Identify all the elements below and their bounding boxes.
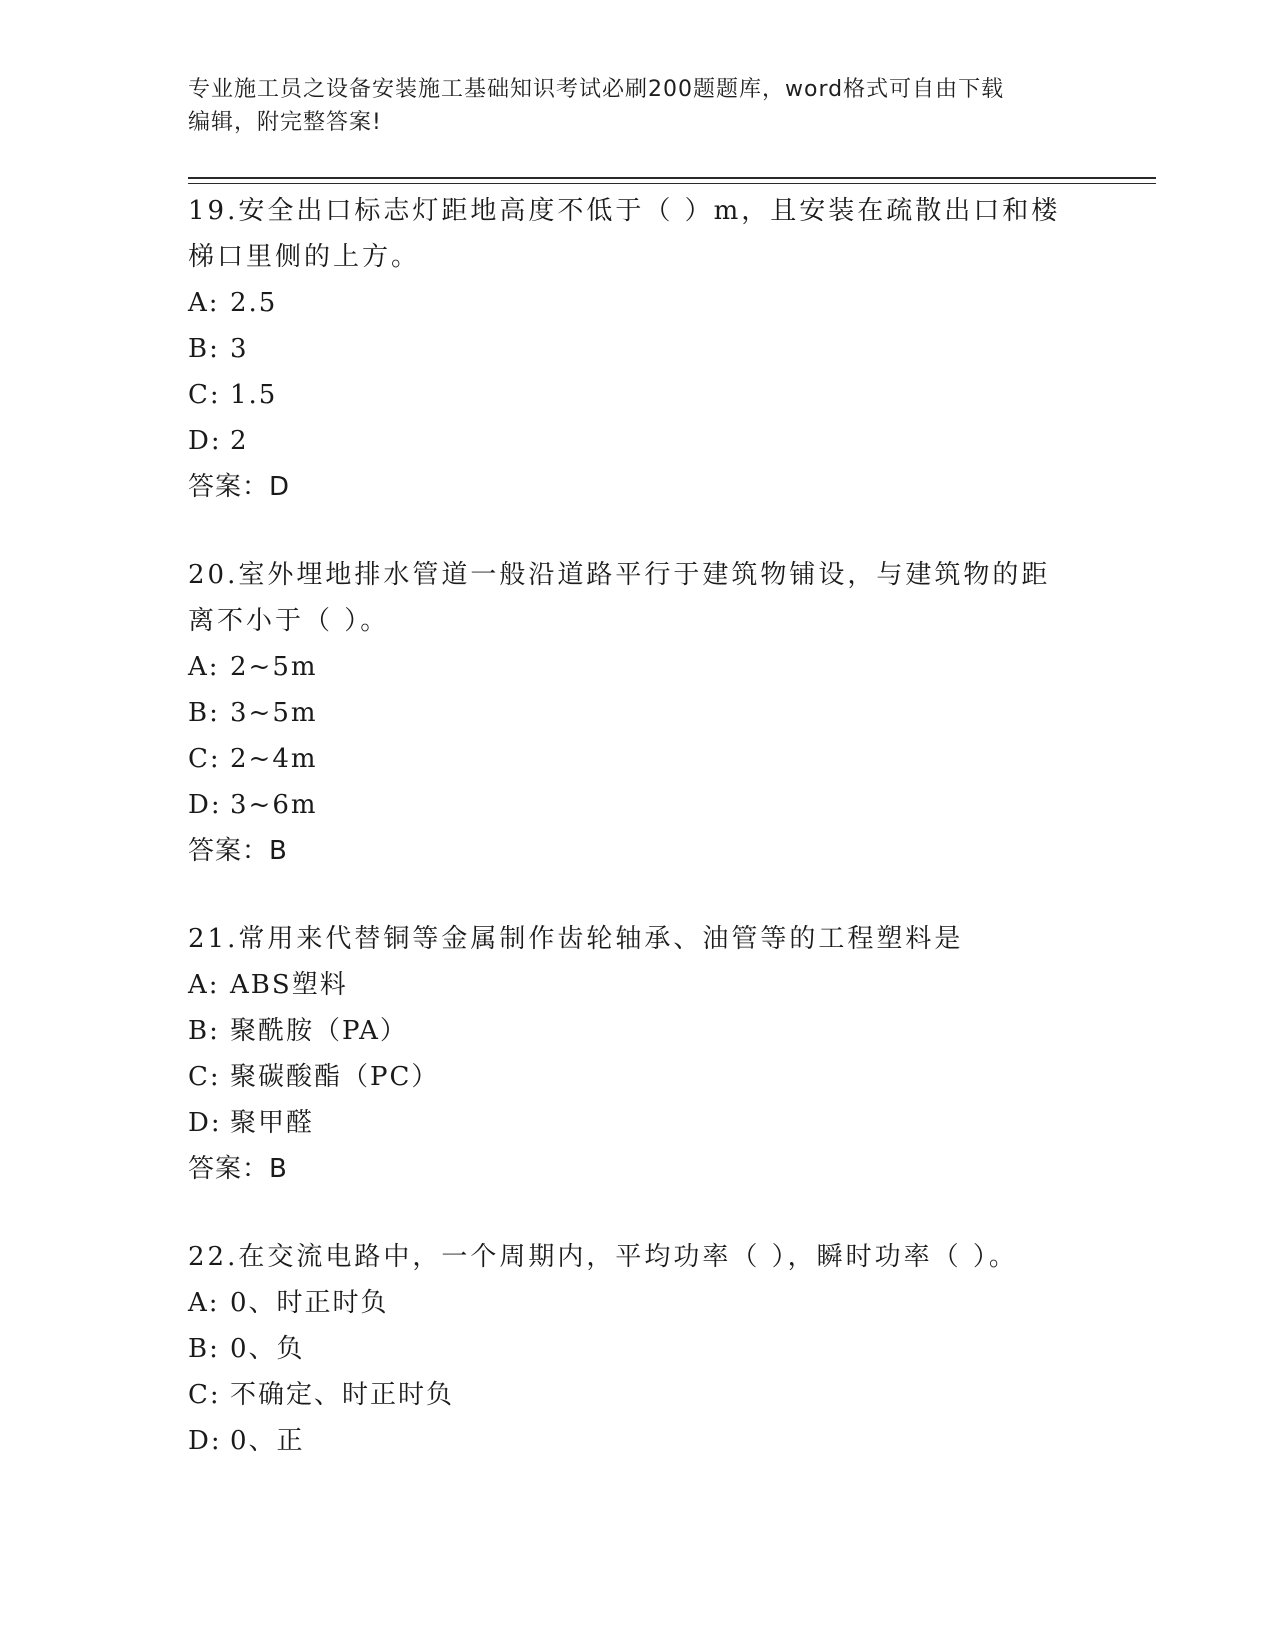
- option-letter: A:: [188, 970, 220, 1000]
- question-19: [188, 188, 1088, 510]
- option-c: [188, 1372, 1088, 1418]
- option-a: [188, 1280, 1088, 1326]
- option-d: [188, 1418, 1088, 1464]
- option-letter: A:: [188, 652, 220, 682]
- option-text: 2~5m: [230, 652, 318, 682]
- option-letter: C:: [188, 744, 221, 774]
- header-line-1: 专业施工员之设备安装施工基础知识考试必刷200题题库，word格式可自由下载: [188, 77, 1005, 102]
- question-stem: 22.在交流电路中，一个周期内，平均功率（ ），瞬时功率（ ）。: [188, 1242, 1018, 1272]
- option-b: [188, 1326, 1088, 1372]
- option-text: 0、负: [230, 1334, 305, 1364]
- option-c: [188, 736, 1088, 782]
- question-gap: [188, 874, 1088, 916]
- question-gap: [188, 510, 1088, 552]
- option-text: 聚碳酸酯（PC）: [230, 1062, 440, 1092]
- question-gap: [188, 1192, 1088, 1234]
- option-letter: D:: [188, 1108, 222, 1138]
- option-letter: C:: [188, 1380, 221, 1410]
- option-letter: B:: [188, 698, 220, 728]
- answer-line: 答案：B: [188, 1154, 288, 1184]
- option-letter: A:: [188, 1288, 220, 1318]
- header-divider-thin: [188, 183, 1156, 184]
- option-d: [188, 418, 1088, 464]
- option-c: [188, 372, 1088, 418]
- option-letter: D:: [188, 790, 222, 820]
- option-text: 3: [230, 334, 249, 364]
- option-text: 3~6m: [230, 790, 318, 820]
- question-22: [188, 1234, 1088, 1464]
- question-20: [188, 552, 1088, 874]
- option-text: 3~5m: [230, 698, 318, 728]
- option-letter: B:: [188, 1016, 220, 1046]
- option-d: [188, 1100, 1088, 1146]
- option-text: 聚甲醛: [230, 1108, 315, 1138]
- header-line-2: 编辑，附完整答案!: [188, 110, 382, 135]
- question-list: [188, 188, 1088, 1464]
- answer-line: 答案：D: [188, 472, 291, 502]
- option-text: 不确定、时正时负: [230, 1380, 455, 1410]
- question-stem: 21.常用来代替铜等金属制作齿轮轴承、油管等的工程塑料是: [188, 924, 964, 954]
- option-letter: B:: [188, 1334, 220, 1364]
- option-text: 1.5: [230, 380, 278, 410]
- header-divider-thick: [188, 177, 1156, 179]
- option-text: 0、时正时负: [230, 1288, 389, 1318]
- option-text: 聚酰胺（PA）: [230, 1016, 408, 1046]
- option-c: [188, 1054, 1088, 1100]
- option-letter: D:: [188, 426, 222, 456]
- option-text: 2: [230, 426, 249, 456]
- option-letter: A:: [188, 288, 220, 318]
- option-b: [188, 1008, 1088, 1054]
- option-letter: C:: [188, 1062, 221, 1092]
- option-a: [188, 962, 1088, 1008]
- option-letter: B:: [188, 334, 220, 364]
- option-b: [188, 690, 1088, 736]
- option-d: [188, 782, 1088, 828]
- option-text: 2~4m: [230, 744, 318, 774]
- option-b: [188, 326, 1088, 372]
- option-text: ABS塑料: [230, 970, 348, 1000]
- answer-line: 答案：B: [188, 836, 288, 866]
- question-21: [188, 916, 1088, 1192]
- option-letter: D:: [188, 1426, 222, 1456]
- option-text: 0、正: [230, 1426, 305, 1456]
- option-letter: C:: [188, 380, 221, 410]
- option-text: 2.5: [230, 288, 278, 318]
- option-a: [188, 280, 1088, 326]
- option-a: [188, 644, 1088, 690]
- question-stem: 19.安全出口标志灯距地高度不低于（ ）m，且安装在疏散出口和楼梯口里侧的上方。: [188, 196, 1061, 272]
- question-stem: 20.室外埋地排水管道一般沿道路平行于建筑物铺设，与建筑物的距离不小于（ ）。: [188, 560, 1051, 636]
- document-header: [188, 73, 1068, 139]
